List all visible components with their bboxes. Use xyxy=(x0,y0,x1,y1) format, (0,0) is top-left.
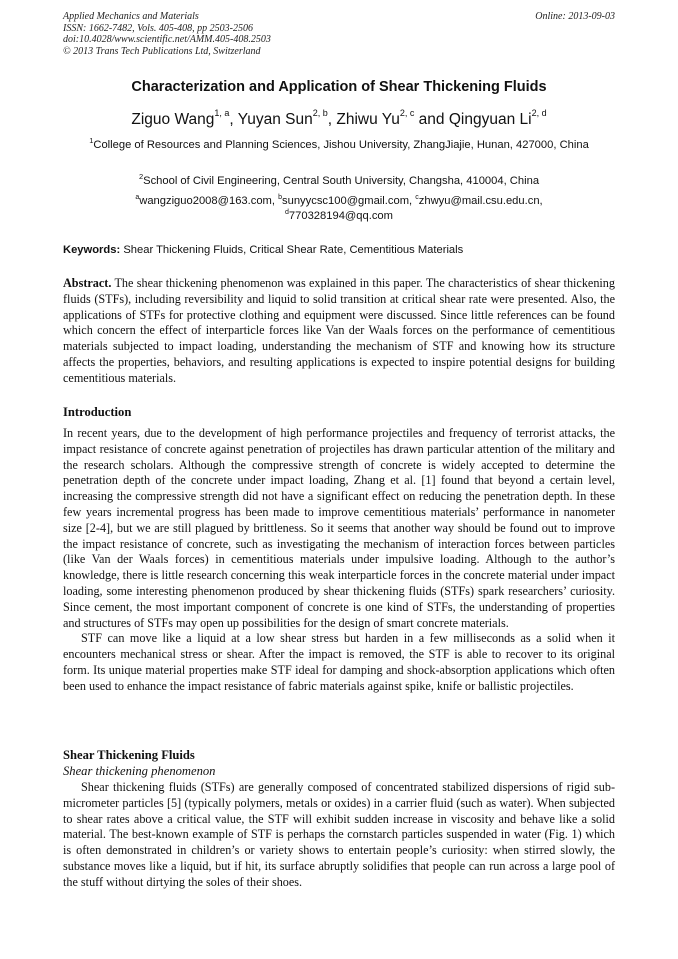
journal-issn: ISSN: 1662-7482, Vols. 405-408, pp 2503-2506 xyxy=(63,22,253,34)
email-c: zhwyu@mail.csu.edu.cn, xyxy=(418,195,543,207)
abstract xyxy=(63,276,615,387)
journal-copyright: © 2013 Trans Tech Publications Ltd, Switzerland xyxy=(63,45,261,57)
keywords-label: Keywords: xyxy=(63,244,121,256)
author-emails xyxy=(63,194,615,224)
affiliation-text: School of Civil Engineering, Central South University, Changsha, 410004, China xyxy=(143,175,540,187)
email-d: 770328194@qq.com xyxy=(288,210,393,222)
author-separator: , xyxy=(327,111,337,128)
affiliation-2 xyxy=(63,174,615,189)
abstract-label: Abstract. xyxy=(63,276,112,290)
stf-paragraph-1: Shear thickening fluids (STFs) are generally composed of concentrated stabilized dispersions of rigid sub-micrometer particles [5] (typically polymers, metals or oxides) in a carrier fluid (such as water). When subjected to shear rates above a critical value, the STF will exhibit sudden increase in viscosity and behave like a solid material. The best-known example of STF is perhaps the cornstarch particles suspended in water (Fig. 1) which is often demonstrated in children’s or variety shows to entertain people’s curiosity: when stirred slowly, the substance moves like a liquid, but if hit, its surface abruptly solidifies that people can run across a large pool of the stuff without dirtying the soles of their shoes. xyxy=(63,780,615,889)
paper-title: Characterization and Application of Shear Thickening Fluids xyxy=(131,79,547,95)
author-name: Qingyuan Li xyxy=(448,111,532,128)
stf-body xyxy=(63,780,615,891)
affiliation-text: College of Resources and Planning Sciences, Jishou University, ZhangJiajie, Hunan, 427000, China xyxy=(93,139,589,151)
affiliation-1 xyxy=(63,138,615,153)
online-date: Online: 2013-09-03 xyxy=(535,11,615,22)
journal-name: Applied Mechanics and Materials xyxy=(63,11,199,22)
author-name: Zhiwu Yu xyxy=(336,111,400,128)
email-superscript: c xyxy=(415,194,419,201)
stf-subheading: Shear thickening phenomenon xyxy=(63,764,216,778)
email-superscript: a xyxy=(135,194,140,201)
email-a: wangziguo2008@163.com, xyxy=(139,195,279,207)
author-superscript: 2, d xyxy=(531,108,547,118)
journal-header xyxy=(63,11,615,57)
keywords xyxy=(63,244,615,256)
affiliation-superscript: 1 xyxy=(89,136,94,145)
author-name: Yuyan Sun xyxy=(237,111,313,128)
journal-doi: doi:10.4028/www.scientific.net/AMM.405-408.2503 xyxy=(63,34,271,46)
introduction-body xyxy=(63,426,615,695)
email-superscript: d xyxy=(285,209,289,216)
author-separator: and xyxy=(414,111,449,128)
introduction-paragraph-2: STF can move like a liquid at a low shear stress but harden in a few milliseconds as a solid when it encounters mechanical stress or shear. After the impact is removed, the STF is able to recover to its original form. Its unique material properties make STF ideal for damping and shock-absorption applications which often been used to enhance the impact resistance of fabric materials against spike, knife or ballistic projectiles. xyxy=(63,631,615,693)
author-list xyxy=(63,108,615,129)
keywords-text: Shear Thickening Fluids, Critical Shear Rate, Cementitious Materials xyxy=(123,244,464,256)
author-superscript: 2, b xyxy=(312,108,328,118)
stf-section-heading: Shear Thickening Fluids xyxy=(63,748,195,762)
author-superscript: 1, a xyxy=(214,108,230,118)
author-separator: , xyxy=(229,111,238,128)
author-superscript: 2, c xyxy=(399,108,415,118)
email-superscript: b xyxy=(278,194,283,201)
introduction-heading: Introduction xyxy=(63,405,132,419)
abstract-text: The shear thickening phenomenon was explained in this paper. The characteristics of shear thickening fluids (STFs), including reversibility and liquid to solid transition at critical shear rate were presented. Also, the applications of STFs for protective clothing and equipment were discussed. Since little references can be found which concern the effect of interparticle forces like Van der Waals forces on the performance of cementitious materials subjected to impact loading, understanding the mechanism of STF and knowing how its structure affects the properties, behaviors, and resulting applications is expected to inspire potential designs for building cementitious materials. xyxy=(63,276,615,385)
email-b: sunyycsc100@gmail.com, xyxy=(282,195,416,207)
author-name: Ziguo Wang xyxy=(131,111,215,128)
affiliation-superscript: 2 xyxy=(138,172,144,181)
introduction-paragraph-1: In recent years, due to the development of high performance projectiles and frequency of terrorist attacks, the impact resistance of concrete against penetration of projectiles has drawn particular attention of the military and the research scholars. Although the compressive strength of concrete is widely accepted to determine the penetration depth of the concrete under impact loading, Zhang et al. [1] found that beyond a certain level, increasing the compressive strength did not have a significant effect on reducing the penetration depth. In these few years incremental progress has been made to improve cementitious materials’ performance in nanometer size [2-4], but we are still plagued by brittleness. So it seems that another way should be found out to improve the impact resistance of concrete, such as investigating the mechanism of interaction forces between particles (like Van der Waals forces) in cementitious materials under impulsive loading. Although to the author’s knowledge, there is little research concerning this weak interparticle forces in the concrete material under impact loading, some interesting phenomenon produced by shear thickening fluids (STFs) spark researchers’ curiosity. Since cement, the most important component of concrete is one kind of STFs, the understanding of properties and structures of STFs may open up possibilities for the design of smart concrete materials. xyxy=(63,426,615,630)
